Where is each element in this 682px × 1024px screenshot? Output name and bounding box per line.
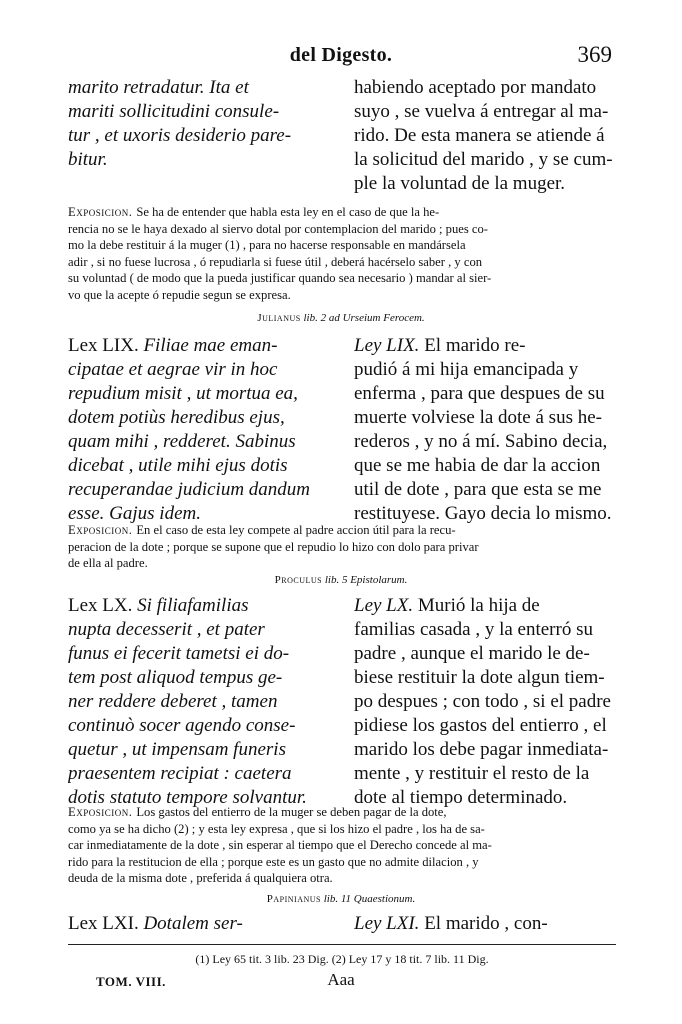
ley-heading: Ley LIX. (354, 335, 420, 356)
signature-mark: Aaa (327, 970, 355, 989)
spanish-line: habiendo aceptado por mandato (354, 77, 597, 98)
source-work: lib. 5 Epistolarum. (324, 574, 408, 586)
exposicion-1 (68, 204, 614, 303)
source-citation-3 (68, 893, 614, 905)
spanish-line: Murió la hija de (413, 595, 540, 616)
ley-heading: Ley LXI. (354, 913, 420, 934)
lex-heading: Lex LXI. (68, 913, 139, 934)
source-citation-1 (68, 312, 614, 324)
page-number: 369 (577, 42, 612, 67)
exposicion-line: como ya se ha dicho (2) ; y esta ley expresa , que si los hizo el padre , los ha de sa- (68, 821, 485, 836)
lex-61-block (68, 912, 616, 938)
latin-line: continuò socer agendo conse- (68, 715, 296, 736)
latin-line: quetur , ut impensam funeris (68, 739, 286, 760)
spanish-line: restituyese. Gayo decia lo mismo. (354, 503, 612, 524)
spanish-line: pudió á mi hija emancipada y (354, 359, 579, 380)
spanish-line: biese restituir la dote algun tiem- (354, 667, 605, 688)
latin-line: funus ei fecerit tametsi ei do- (68, 643, 290, 664)
exposicion-line: adir , si no fuese lucrosa , ó repudiarla si fuese útil , deberá hacérselo saber , y con (68, 254, 483, 269)
spanish-column (354, 912, 618, 936)
spanish-line: ple la voluntad de la muger. (354, 173, 566, 194)
spanish-line: marido los debe pagar inmediata- (354, 739, 609, 760)
exposicion-line: Se ha de entender que habla esta ley en el caso de que la he- (136, 205, 440, 219)
spanish-line: padre , aunque el marido le de- (354, 643, 590, 664)
source-author: Julianus (257, 312, 301, 324)
exposicion-line: su voluntad ( de modo que la pueda justificar quando sea necesario ) mandar al sier- (68, 271, 492, 285)
exposicion-line: Los gastos del entierro de la muger se deben pagar de la dote, (136, 805, 447, 819)
footnote-divider (68, 944, 616, 945)
spanish-line: que se me habia de dar la accion (354, 455, 601, 476)
exposicion-lead: Exposicion. (68, 805, 133, 819)
source-citation-2 (68, 574, 614, 586)
spanish-line: util de dote , para que esta se me (354, 479, 602, 500)
latin-line: esse. Gajus idem. (68, 503, 201, 524)
footnote: (1) Ley 65 tit. 3 lib. 23 Dig. (2) Ley 17 y 18 tit. 7 lib. 11 Dig. (195, 952, 489, 966)
latin-line: recuperandae judicium dandum (68, 479, 311, 500)
source-work: lib. 11 Quaestionum. (323, 893, 416, 905)
latin-line: repudium misit , ut mortua ea, (68, 383, 298, 404)
exposicion-3 (68, 804, 614, 887)
exposicion-lead: Exposicion. (68, 205, 133, 219)
spanish-line: po despues ; con todo , si el padre (354, 691, 611, 712)
exposicion-2 (68, 522, 614, 572)
running-title: del Digesto. (289, 44, 393, 66)
source-author: Papinianus (266, 893, 321, 905)
spanish-line: la solicitud del marido , y se cum- (354, 149, 613, 170)
latin-line: bitur. (68, 149, 108, 170)
running-head (0, 44, 682, 72)
latin-line: Dotalem ser- (138, 913, 243, 934)
latin-line: cipatae et aegrae vir in hoc (68, 359, 278, 380)
spanish-column (354, 76, 618, 196)
latin-line: dotis statuto tempore solvantur. (68, 787, 307, 808)
latin-line: quam mihi , redderet. Sabinus (68, 431, 296, 452)
latin-column (68, 334, 338, 526)
exposicion-line: car inmediatamente de la dote , sin esperar al tiempo que el Derecho concede al ma- (68, 838, 492, 852)
latin-line: dicebat , utile mihi ejus dotis (68, 455, 288, 476)
spanish-line: enferma , para que despues de su (354, 383, 605, 404)
spanish-line: pidiese los gastos del entierro , el (354, 715, 607, 736)
latin-line: praesentem recipiat : caetera (68, 763, 292, 784)
latin-column (68, 594, 338, 810)
lex-heading: Lex LX. (68, 595, 133, 616)
lex-heading: Lex LIX. (68, 335, 139, 356)
latin-line: Si filiafamilias (132, 595, 249, 616)
spanish-line: muerte volviese la dote á sus he- (354, 407, 602, 428)
exposicion-line: deuda de la misma dote , preferida á qualquiera otra. (68, 871, 333, 885)
exposicion-line: vo que la acepte ó repudie segun se expresa. (68, 287, 291, 302)
latin-line: marito retradatur. Ita et (68, 77, 249, 98)
latin-line: Filiae mae eman- (138, 335, 278, 356)
latin-column (68, 912, 338, 936)
spanish-line: suyo , se vuelva á entregar al ma- (354, 101, 609, 122)
latin-line: mariti sollicitudini consule- (68, 101, 280, 122)
spanish-line: familias casada , y la enterró su (354, 619, 593, 640)
latin-line: ner reddere deberet , tamen (68, 691, 278, 712)
exposicion-line: mo la debe restituir á la muger (1) , para no hacerse responsable en mandársela (68, 238, 466, 252)
ley-heading: Ley LX. (354, 595, 414, 616)
exposicion-line: peracion de la dote ; porque se supone que el repudio lo hizo con dolo para privar (68, 539, 479, 554)
spanish-column (354, 594, 618, 810)
source-author: Proculus (274, 574, 323, 586)
spanish-line: rederos , y no á mí. Sabino decia, (354, 431, 608, 452)
latin-line: dotem potiùs heredibus ejus, (68, 407, 285, 428)
continuation-block (68, 76, 616, 200)
spanish-column (354, 334, 618, 526)
exposicion-line: rencia no se le haya dexado al siervo dotal por contemplacion del marido ; pues co- (68, 221, 488, 236)
spanish-line: dote al tiempo determinado. (354, 787, 568, 808)
spanish-line: rido. De esta manera se atiende á (354, 125, 605, 146)
exposicion-lead: Exposicion. (68, 523, 133, 537)
latin-line: tur , et uxoris desiderio pare- (68, 125, 292, 146)
lex-59-block (68, 334, 616, 530)
volume-mark: TOM. VIII. (96, 974, 166, 989)
source-work: lib. 2 ad Urseium Ferocem. (303, 312, 425, 324)
exposicion-line: En el caso de esta ley compete al padre accion útil para la recu- (136, 523, 456, 537)
spanish-line: El marido re- (419, 335, 526, 356)
spanish-line: mente , y restituir el resto de la (354, 763, 590, 784)
latin-line: tem post aliquod tempus ge- (68, 667, 283, 688)
lex-60-block (68, 594, 616, 814)
exposicion-line: de ella al padre. (68, 556, 148, 570)
exposicion-line: rido para la restitucion de ella ; porque este es un gasto que no admite dilacion , y (68, 854, 479, 869)
latin-column (68, 76, 338, 172)
spanish-line: El marido , con- (419, 913, 548, 934)
latin-line: nupta decesserit , et pater (68, 619, 265, 640)
